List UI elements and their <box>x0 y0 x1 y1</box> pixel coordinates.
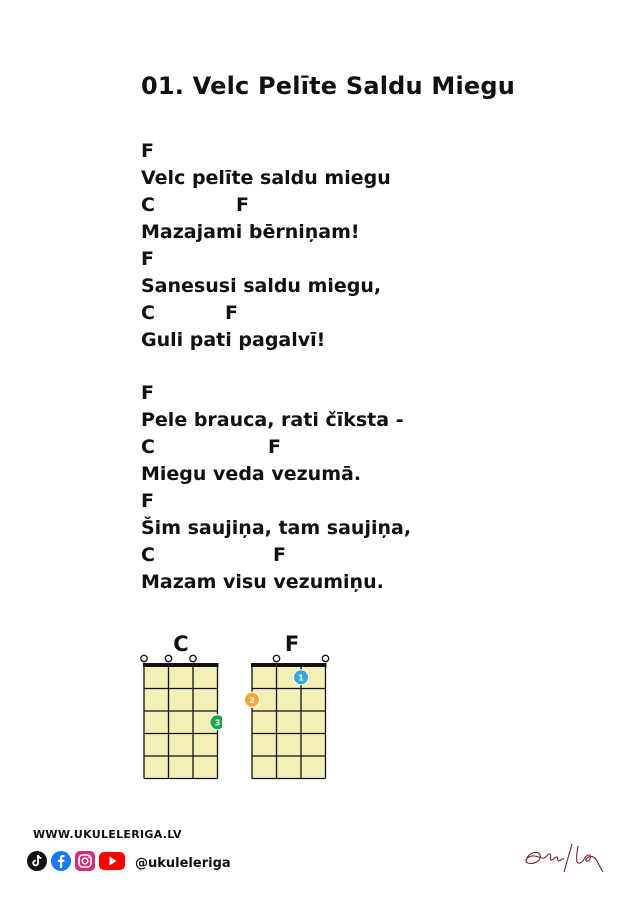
chord-diagram-c <box>140 632 222 782</box>
open-string-marker <box>165 655 171 661</box>
lyric-line: Miegu veda vezumā. <box>141 463 362 485</box>
social-handle[interactable]: @ukuleleriga <box>135 855 231 871</box>
lyric-line: Velc pelīte saldu miegu <box>141 167 391 189</box>
fretboard <box>252 666 326 779</box>
open-string-marker <box>141 655 147 661</box>
chord-label: F <box>268 436 281 458</box>
chord-label: F <box>273 544 286 566</box>
chord-diagram-f <box>245 632 333 782</box>
chord-line <box>141 300 411 327</box>
song-lyrics <box>141 138 411 596</box>
chord-line <box>141 542 411 569</box>
fretboard <box>144 666 218 779</box>
nut <box>251 663 327 667</box>
chord-line <box>141 380 411 407</box>
facebook-icon[interactable] <box>51 851 71 875</box>
tiktok-icon[interactable] <box>27 851 47 875</box>
chord-label: F <box>225 302 238 324</box>
chord-label: F <box>236 194 249 216</box>
lyric-line: Mazam visu vezumiņu. <box>141 571 384 593</box>
lyric-line: Guli pati pagalvī! <box>141 329 326 351</box>
nut <box>143 663 219 667</box>
chord-label: C <box>141 436 155 458</box>
finger-number: 1 <box>298 673 304 683</box>
chord-label: F <box>141 490 154 512</box>
finger-number: 2 <box>249 695 255 705</box>
chord-label: F <box>141 140 154 162</box>
chord-line <box>141 434 411 461</box>
chord-label: F <box>141 382 154 404</box>
chord-line <box>141 138 411 165</box>
chord-diagram-name: F <box>284 632 300 656</box>
finger-number: 3 <box>214 718 221 728</box>
lyric-line: Mazajami bērniņam! <box>141 221 360 243</box>
chord-diagram-grid <box>245 632 333 782</box>
open-string-marker <box>322 655 328 661</box>
chord-label: C <box>141 194 155 216</box>
open-string-marker <box>273 655 279 661</box>
chord-line <box>141 488 411 515</box>
website-link[interactable]: WWW.UKULELERIGA.LV <box>33 828 182 841</box>
lyric-line: Pele brauca, rati čīksta - <box>141 409 404 431</box>
chord-line <box>141 246 411 273</box>
chord-line <box>141 192 411 219</box>
song-title: 01. Velc Pelīte Saldu Miegu <box>141 72 516 100</box>
open-string-marker <box>190 655 196 661</box>
chord-label: C <box>141 544 155 566</box>
youtube-icon[interactable] <box>99 851 125 875</box>
signature-logo <box>518 834 613 883</box>
lyric-line: Sanesusi saldu miegu, <box>141 275 382 297</box>
chord-label: C <box>141 302 155 324</box>
lyric-line: Šim saujiņa, tam saujiņa, <box>141 517 412 539</box>
social-links <box>27 851 231 875</box>
instagram-icon[interactable] <box>75 851 95 875</box>
chord-diagram-grid <box>140 632 222 782</box>
chord-diagram-name: C <box>173 632 189 656</box>
chord-label: F <box>141 248 154 270</box>
